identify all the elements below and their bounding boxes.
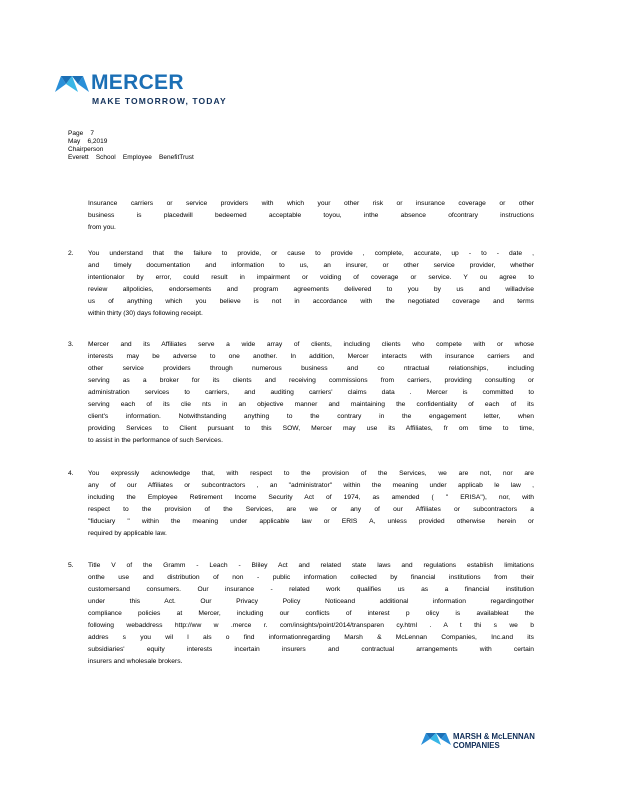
- paragraph-line: serving each of its clie nts in an objective manner and maintaining the confidentiality of each of its: [88, 401, 534, 408]
- paragraph-line: under this Act. Our Privacy Policy Noticeand additional information regardingother: [88, 598, 534, 605]
- paragraph-line: onthe use and distribution of non - public information collected by financial institutions from their: [88, 574, 534, 581]
- paragraph-line: required by applicable law.: [88, 530, 167, 537]
- paragraph-line: customersand consumers. Our insurance - related work qualifies us as a financial institution: [88, 586, 534, 593]
- intro-paragraph: [88, 198, 534, 234]
- paragraph-line: administration services to carriers, and auditing carriers' claims data . Mercer is committed to: [88, 389, 534, 396]
- paragraph-line: You expressly acknowledge that, with respect to the provision of the Services, we are not, nor are: [88, 470, 534, 477]
- paragraph-line: You understand that the failure to provide, or cause to provide , complete, accurate, up - to - date ,: [88, 250, 534, 257]
- mmc-logo-icon: [421, 732, 451, 746]
- paragraph-line: any of our Affiliates or subcontractors , an "administrator" within the meaning under applicab le law ,: [88, 482, 534, 489]
- item-paragraph: [88, 560, 534, 668]
- paragraph-line: client's information. Notwithstanding anything to the contrary in the engagement letter, when: [88, 413, 534, 420]
- paragraph-line: from you.: [88, 224, 116, 231]
- paragraph-line: following webaddress http://ww w .merce r. com/insights/point/2014/transparen cy.html . A t thi s we b: [88, 622, 534, 629]
- paragraph-line: insurers and wholesale brokers.: [88, 658, 183, 665]
- letter-date: May 6,2019: [68, 138, 108, 145]
- mercer-logo: [53, 72, 253, 108]
- footer-company-line1: MARSH & McLENNAN: [453, 732, 535, 741]
- item-paragraph: [88, 468, 534, 540]
- paragraph-line: addres s you wil l als o find informationregarding Marsh & McLennan Companies, Inc.and its: [88, 634, 534, 641]
- mercer-logo-icon: [55, 75, 89, 93]
- item-number: 5.: [68, 562, 74, 569]
- paragraph-line: to assist in the performance of such Services.: [88, 437, 223, 444]
- paragraph-line: Mercer and its Affiliates serve a wide array of clients, including clients who compete with or whose: [88, 341, 534, 348]
- paragraph-line: review allpolicies, endorsements and program agreements delivered to you by us and willadvise: [88, 286, 534, 293]
- footer-company-line2: COMPANIES: [453, 741, 500, 750]
- item-paragraph: [88, 248, 534, 320]
- paragraph-line: other service providers through numerous business and co ntractual relationships, including: [88, 365, 534, 372]
- recipient-org: Everett School Employee BenefitTrust: [68, 154, 194, 161]
- paragraph-line: respect to the provision of the Services, are we or any of our Affiliates or subcontractors a: [88, 506, 534, 513]
- paragraph-line: serving as a broker for its clients and receiving commissions from carriers, providing consulting or: [88, 377, 534, 384]
- page-number: Page 7: [68, 130, 95, 137]
- recipient-role: Chairperson: [68, 146, 104, 153]
- logo-tagline: MAKE TOMORROW, TODAY: [92, 96, 227, 106]
- logo-wordmark: MERCER: [91, 71, 184, 94]
- item-paragraph: [88, 339, 534, 447]
- item-number: 2.: [68, 250, 74, 257]
- paragraph-line: subsidiaries' equity interests incertain insurers and contractual arrangements with certain: [88, 646, 534, 653]
- paragraph-line: business is placedwill bedeemed acceptable toyou, inthe absence ofcontrary instructions: [88, 212, 534, 219]
- item-number: 3.: [68, 341, 74, 348]
- paragraph-line: and timely documentation and information to us, an insurer, or other service provider, whether: [88, 262, 534, 269]
- paragraph-line: interests may be adverse to one another. In addition, Mercer interacts with insurance carriers and: [88, 353, 534, 360]
- paragraph-line: Title V of the Gramm - Leach - Bliley Act and related state laws and regulations establish limitations: [88, 562, 534, 569]
- paragraph-line: us of anything which you believe is not in accordance with the negotiated coverage and terms: [88, 298, 534, 305]
- letter-header: [68, 130, 194, 162]
- mmc-footer-logo: [421, 730, 551, 750]
- paragraph-line: Insurance carriers or service providers with which your other risk or insurance coverage or other: [88, 200, 534, 207]
- item-number: 4.: [68, 470, 74, 477]
- paragraph-line: "fiduciary " within the meaning under applicable law or ERIS A, unless provided otherwise herein or: [88, 518, 534, 525]
- paragraph-line: compliance policies at Mercer, including our conflicts of interest p olicy is availableat the: [88, 610, 534, 617]
- paragraph-line: including the Employee Retirement Income Security Act of 1974, as amended ( " ERISA"), nor, with: [88, 494, 534, 501]
- paragraph-line: intentionalor by error, could result in impairment or voiding of coverage or service. Y ou agree to: [88, 274, 534, 281]
- paragraph-line: within thirty (30) days following receipt.: [88, 310, 203, 317]
- paragraph-line: providing Services to Client pursuant to this SOW, Mercer may use its Affiliates, fr om time to time,: [88, 425, 534, 432]
